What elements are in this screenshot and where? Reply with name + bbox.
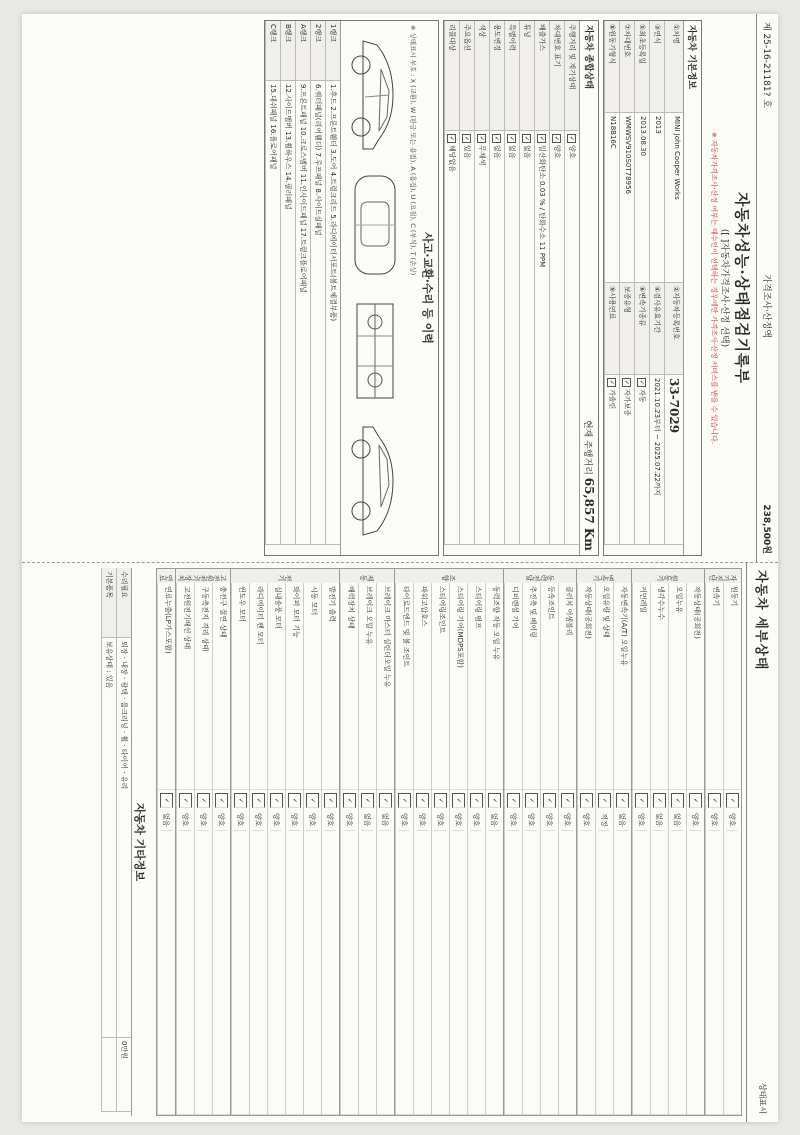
detail-item-value: ✓양호 (322, 790, 339, 1115)
state-value: ✓양호 (564, 131, 579, 545)
check-icon: ✓ (197, 793, 210, 808)
state-value: ✓없음 (489, 131, 504, 545)
basic-label: 보증유형 (619, 283, 634, 375)
detail-row (194, 583, 212, 1115)
car-side-right-icon (347, 421, 403, 541)
detail-item-label: 스티어링 펌프 (468, 583, 485, 790)
check-icon: ✓ (507, 793, 520, 808)
basic-info-box (603, 20, 702, 556)
detail-item-value: ✓양호 (286, 790, 303, 1115)
detail-group-label: 연료 (157, 569, 175, 583)
check-icon: ✓ (398, 793, 411, 808)
detail-item-value: ✓양호 (541, 790, 558, 1115)
detail-item-label: 냉각수누수 (651, 583, 668, 790)
detail-row (431, 583, 449, 1115)
history-box (264, 20, 439, 556)
check-icon: ✓ (708, 793, 721, 808)
detail-row (157, 583, 175, 1115)
detail-group (176, 568, 231, 1116)
detail-item-value: ✓적정 (596, 790, 613, 1115)
detail-item-value: ✓양호 (304, 790, 321, 1115)
rank-label: B랭크 (280, 21, 295, 81)
detail-row (449, 583, 467, 1115)
detail-item-label: 원동기 (724, 583, 741, 790)
detail-item-value: ✓양호 (414, 790, 431, 1115)
other-items: 외장 · 내장 · 광택 · 룸크리닝 · 휠 · 타이어 · 유리 (116, 638, 131, 1038)
detail-group (395, 568, 504, 1116)
detail-item-value: ✓양호 (505, 790, 522, 1115)
check-icon: ✓ (379, 793, 392, 808)
detail-item-label: 라디에이터 팬 모터 (250, 583, 267, 790)
detail-row (285, 583, 303, 1115)
state-label: 튜닝 (519, 21, 534, 131)
detail-item-label: 동력조향 작동 오일 누유 (486, 583, 503, 790)
basic-value: ✓자가보증 (619, 375, 634, 545)
detail-item-value: ✓없음 (158, 790, 175, 1115)
detail-item-value: ✓없음 (486, 790, 503, 1115)
detail-row (176, 583, 194, 1115)
detail-row (340, 583, 358, 1115)
detail-row (686, 583, 704, 1115)
detail-row (668, 583, 686, 1115)
detail-item-label: 와이퍼 모터 기능 (286, 583, 303, 790)
detail-item-label: 발전기 출력 (322, 583, 339, 790)
detail-item-value: ✓양호 (396, 790, 413, 1115)
check-icon: ✓ (653, 793, 666, 808)
detail-item-label: 스티어링 기어(MDPS포함) (450, 583, 467, 790)
detail-item-label: 디퍼렌셜 기어 (505, 583, 522, 790)
detail-row (376, 583, 394, 1115)
basic-label: ⑨사용연료 (604, 283, 619, 375)
doc-notice: ※ 자동차가격조사·산정 여부는 매수인이 선택하는 경우에만 가격조사·산정 서비스를 받을 수 있습니다. (710, 131, 718, 445)
detail-row (650, 583, 668, 1115)
state-label: 주행거리 및 계기상태 (564, 21, 579, 131)
detail-item-value: ✓양호 (195, 790, 212, 1115)
check-icon: ✓ (252, 793, 265, 808)
check-icon: ✓ (416, 793, 429, 808)
other-items: 보유상태 : 있음 (101, 638, 116, 1038)
detail-group-label: 자기진단 (705, 569, 741, 583)
detail-list (152, 562, 746, 1122)
check-icon: ✓ (361, 793, 374, 808)
odometer-value: 65,857 Km (582, 477, 596, 551)
detail-item-value: ✓양호 (706, 790, 723, 1115)
detail-group-label: 조향 (395, 569, 503, 583)
detail-title: 자동차 세부상태 (753, 570, 768, 671)
check-icon: ✓ (470, 793, 483, 808)
check-icon: ✓ (288, 793, 301, 808)
detail-item-label: 커먼레일 (633, 583, 650, 790)
detail-group-label: 원동기 (632, 569, 704, 583)
detail-item-label: 구동축전지 격리 상태 (195, 583, 212, 790)
detail-group (705, 568, 742, 1116)
check-icon: ✓ (543, 793, 556, 808)
other-price: 0만원 (116, 1038, 131, 1112)
detail-group (504, 568, 577, 1116)
detail-item-value: ✓양호 (250, 790, 267, 1115)
basic-label: ④검사유효기간 (649, 283, 664, 375)
detail-item-label: 시동 모터 (304, 583, 321, 790)
detail-group (577, 568, 632, 1116)
odometer-label: 현재 주행거리 (582, 419, 592, 475)
inspection-sheet (22, 14, 778, 1122)
check-icon: ✓ (525, 793, 538, 808)
detail-group-label: 변속기 (577, 569, 631, 583)
detail-item-label: 실내송풍 모터 (268, 583, 285, 790)
detail-item-value: ✓양호 (177, 790, 194, 1115)
detail-item-label: 타이로드엔드 및 볼 조인트 (396, 583, 413, 790)
detail-row (249, 583, 267, 1115)
detail-row (303, 583, 321, 1115)
doc-title: 자동차성능·상태점검기록부 (733, 191, 751, 385)
detail-row (522, 583, 540, 1115)
detail-item-label: 연료누출(LP가스포함) (158, 583, 175, 790)
detail-item-value: ✓양호 (213, 790, 230, 1115)
detail-item-value: ✓없음 (377, 790, 394, 1115)
state-value: ✓없음 (519, 131, 534, 545)
detail-row (413, 583, 431, 1115)
basic-label: ②자동차등록번호 (664, 283, 683, 375)
check-icon: ✓ (234, 793, 247, 808)
check-icon: ✓ (215, 793, 228, 808)
basic-value: ✓가솔린 (604, 375, 619, 545)
price-value: 238,500원 (761, 504, 771, 554)
detail-row (705, 583, 723, 1115)
rank-label: 2랭크 (310, 21, 325, 81)
state-label: 리콜대상 (444, 21, 459, 131)
detail-row (231, 583, 249, 1115)
detail-row (267, 583, 285, 1115)
check-icon: ✓ (561, 793, 574, 808)
car-diagrams (341, 21, 409, 555)
price-label: 가격조사·산정액 (761, 274, 771, 338)
state-label: 용도변경 (489, 21, 504, 131)
basic-label: ③연식 (649, 21, 664, 113)
check-icon: ✓ (598, 793, 611, 808)
check-icon: ✓ (452, 793, 465, 808)
basic-label: ⑧원동기형식 (604, 21, 619, 113)
detail-item-value: ✓양호 (523, 790, 540, 1115)
detail-item-value: ✓양호 (559, 790, 576, 1115)
detail-row (504, 583, 522, 1115)
basic-value: 2021.10.23부터 ~ 2025.07.22까지 (649, 375, 664, 545)
check-icon: ✓ (671, 793, 684, 808)
basic-value: 2013 (649, 113, 664, 283)
check-icon: ✓ (306, 793, 319, 808)
detail-row (613, 583, 631, 1115)
page-one (22, 14, 778, 563)
state-value: ✓없음 (504, 131, 519, 545)
basic-label: ⑦차대번호 (619, 21, 634, 113)
detail-row (467, 583, 485, 1115)
rank-label: A랭크 (295, 21, 310, 81)
detail-group (340, 568, 395, 1116)
detail-item-label: 작동상태(공회전) (687, 583, 704, 790)
other-label: 수리필요 (116, 568, 131, 638)
check-icon: ✓ (689, 793, 702, 808)
detail-row (632, 583, 650, 1115)
check-icon: ✓ (726, 793, 739, 808)
detail-group (157, 568, 176, 1116)
other-title: 자동차 기타정보 (133, 802, 146, 882)
detail-item-value: ✓양호 (687, 790, 704, 1115)
history-legend: ※ 상태표시 부호 : X (교환), W (판금 또는 용접), A (흠집), U (요철), C (부식), T (손상) (409, 25, 417, 276)
rank-items: 9.프론트패널 10.크로스멤버 11.인사이드패널 17.트렁크플로어패널 (295, 81, 310, 545)
basic-info-title: 자동차 기본정보 (686, 25, 696, 89)
state-label: 배출가스 (534, 21, 549, 131)
other-label: 기본품목 (101, 568, 116, 638)
detail-item-value: ✓없음 (651, 790, 668, 1115)
detail-item-value: ✓양호 (450, 790, 467, 1115)
rank-items: 15.대쉬패널 16.플로어패널 (265, 81, 280, 545)
detail-group-label: 고전원전기장치 (176, 569, 230, 583)
detail-item-label: 작동상태(공회전) (578, 583, 595, 790)
car-side-left-icon (347, 35, 403, 155)
rank-items: 12.사이드멤버 13.휠하우스 14.필러패널 (280, 81, 295, 545)
check-icon: ✓ (616, 793, 629, 808)
detail-group-label: 전기 (231, 569, 339, 583)
detail-group (231, 568, 340, 1116)
detail-item-value: ✓양호 (268, 790, 285, 1115)
detail-item-label: 클러치 어셈블리 (559, 583, 576, 790)
basic-value: ✓자동 (634, 375, 649, 545)
check-icon: ✓ (343, 793, 356, 808)
detail-row (395, 583, 413, 1115)
detail-row (540, 583, 558, 1115)
rank-items: 6.쿼터패널(리어휀더) 7.루프패널 8.사이드실패널 (310, 81, 325, 545)
detail-item-value: ✓없음 (614, 790, 631, 1115)
detail-item-value: ✓양호 (232, 790, 249, 1115)
basic-value: WMWSV910S0T78956 (619, 113, 634, 283)
check-icon: ✓ (179, 793, 192, 808)
detail-item-value: ✓양호 (578, 790, 595, 1115)
detail-row (595, 583, 613, 1115)
rank-label: C랭크 (265, 21, 280, 81)
basic-value: N18B16C (604, 113, 619, 283)
state-value: ✓있음 (459, 131, 474, 545)
detail-item-label: 스티어링조인트 (432, 583, 449, 790)
state-label: 특별이력 (504, 21, 519, 131)
detail-item-label: 고전원전기배선 상태 (177, 583, 194, 790)
detail-row (485, 583, 503, 1115)
doc-subtitle: ([ ]자동차가격조사·산정 선택) (719, 228, 729, 348)
detail-item-label: 오일누유 (669, 583, 686, 790)
detail-item-label: 브레이크 오일 누유 (359, 583, 376, 790)
basic-value: 2013.08.30 (634, 113, 649, 283)
state-value: ✓무채색 (474, 131, 489, 545)
history-title: 사고·교환·수리 등 이력 (421, 232, 434, 344)
page-two (22, 562, 778, 1122)
state-title: 자동차 종합상태 (583, 25, 593, 89)
state-value: ✓일산화탄소 0.03 % / 탄화수소 11 PPM (534, 131, 549, 545)
detail-item-label: 배력장치 상태 (341, 583, 358, 790)
check-icon: ✓ (635, 793, 648, 808)
detail-row (577, 583, 595, 1115)
detail-item-label: 충전구 절연 상태 (213, 583, 230, 790)
detail-item-value: ✓양호 (341, 790, 358, 1115)
detail-item-value: ✓없음 (669, 790, 686, 1115)
detail-item-value: ✓양호 (633, 790, 650, 1115)
detail-item-label: 윈도우 모터 (232, 583, 249, 790)
car-top-icon (347, 170, 403, 280)
state-value: ✓해당없음 (444, 131, 459, 545)
detail-group (632, 568, 705, 1116)
check-icon: ✓ (160, 793, 173, 808)
basic-value: 33-7029 (664, 375, 683, 545)
state-label: 주요옵션 (459, 21, 474, 131)
detail-row (723, 583, 741, 1115)
check-icon: ✓ (580, 793, 593, 808)
detail-item-value: ✓양호 (432, 790, 449, 1115)
basic-label: ⑤최초등록일 (634, 21, 649, 113)
check-icon: ✓ (270, 793, 283, 808)
detail-item-label: 파워고압호스 (414, 583, 431, 790)
detail-item-label: 브레이크 마스터 실린더오일 누유 (377, 583, 394, 790)
rank-items: 1.후드 2.프론트휀더 3.도어 4.트렁크리드 5.라디에이터서포트(볼트체결부품) (325, 81, 340, 545)
detail-item-label: 오일유량 및 상태 (596, 583, 613, 790)
basic-label: ⑥변속기종류 (634, 283, 649, 375)
doc-number: 제 25-16-21181? 호 (761, 22, 771, 108)
detail-item-value: ✓양호 (724, 790, 741, 1115)
check-icon: ✓ (434, 793, 447, 808)
detail-group-label: 제동 (340, 569, 394, 583)
rank-label: 1랭크 (325, 21, 340, 81)
detail-group-label: 동력전달 (504, 569, 576, 583)
detail-row (558, 583, 576, 1115)
doc-header (756, 14, 778, 562)
detail-row (358, 583, 376, 1115)
detail-item-label: 자동변속기(A/T) 오일누유 (614, 583, 631, 790)
detail-item-value: ✓없음 (359, 790, 376, 1115)
detail-row (212, 583, 230, 1115)
detail-item-label: 변속기 (706, 583, 723, 790)
state-box (443, 20, 599, 556)
check-icon: ✓ (488, 793, 501, 808)
detail-item-value: ✓양호 (468, 790, 485, 1115)
car-frame-icon (347, 296, 403, 406)
state-value: ✓양호 (549, 131, 564, 545)
basic-label: ①차명 (664, 21, 683, 113)
detail-item-label: 추진축 및 베어링 (523, 583, 540, 790)
state-label: 차대번호 표기 (549, 21, 564, 131)
state-label: 색상 (474, 21, 489, 131)
detail-item-label: 등속조인트 (541, 583, 558, 790)
check-icon: ✓ (324, 793, 337, 808)
basic-value: MINI John Cooper Works (664, 113, 683, 283)
mark-status-label: 상태표시 (758, 1083, 767, 1114)
detail-row (321, 583, 339, 1115)
